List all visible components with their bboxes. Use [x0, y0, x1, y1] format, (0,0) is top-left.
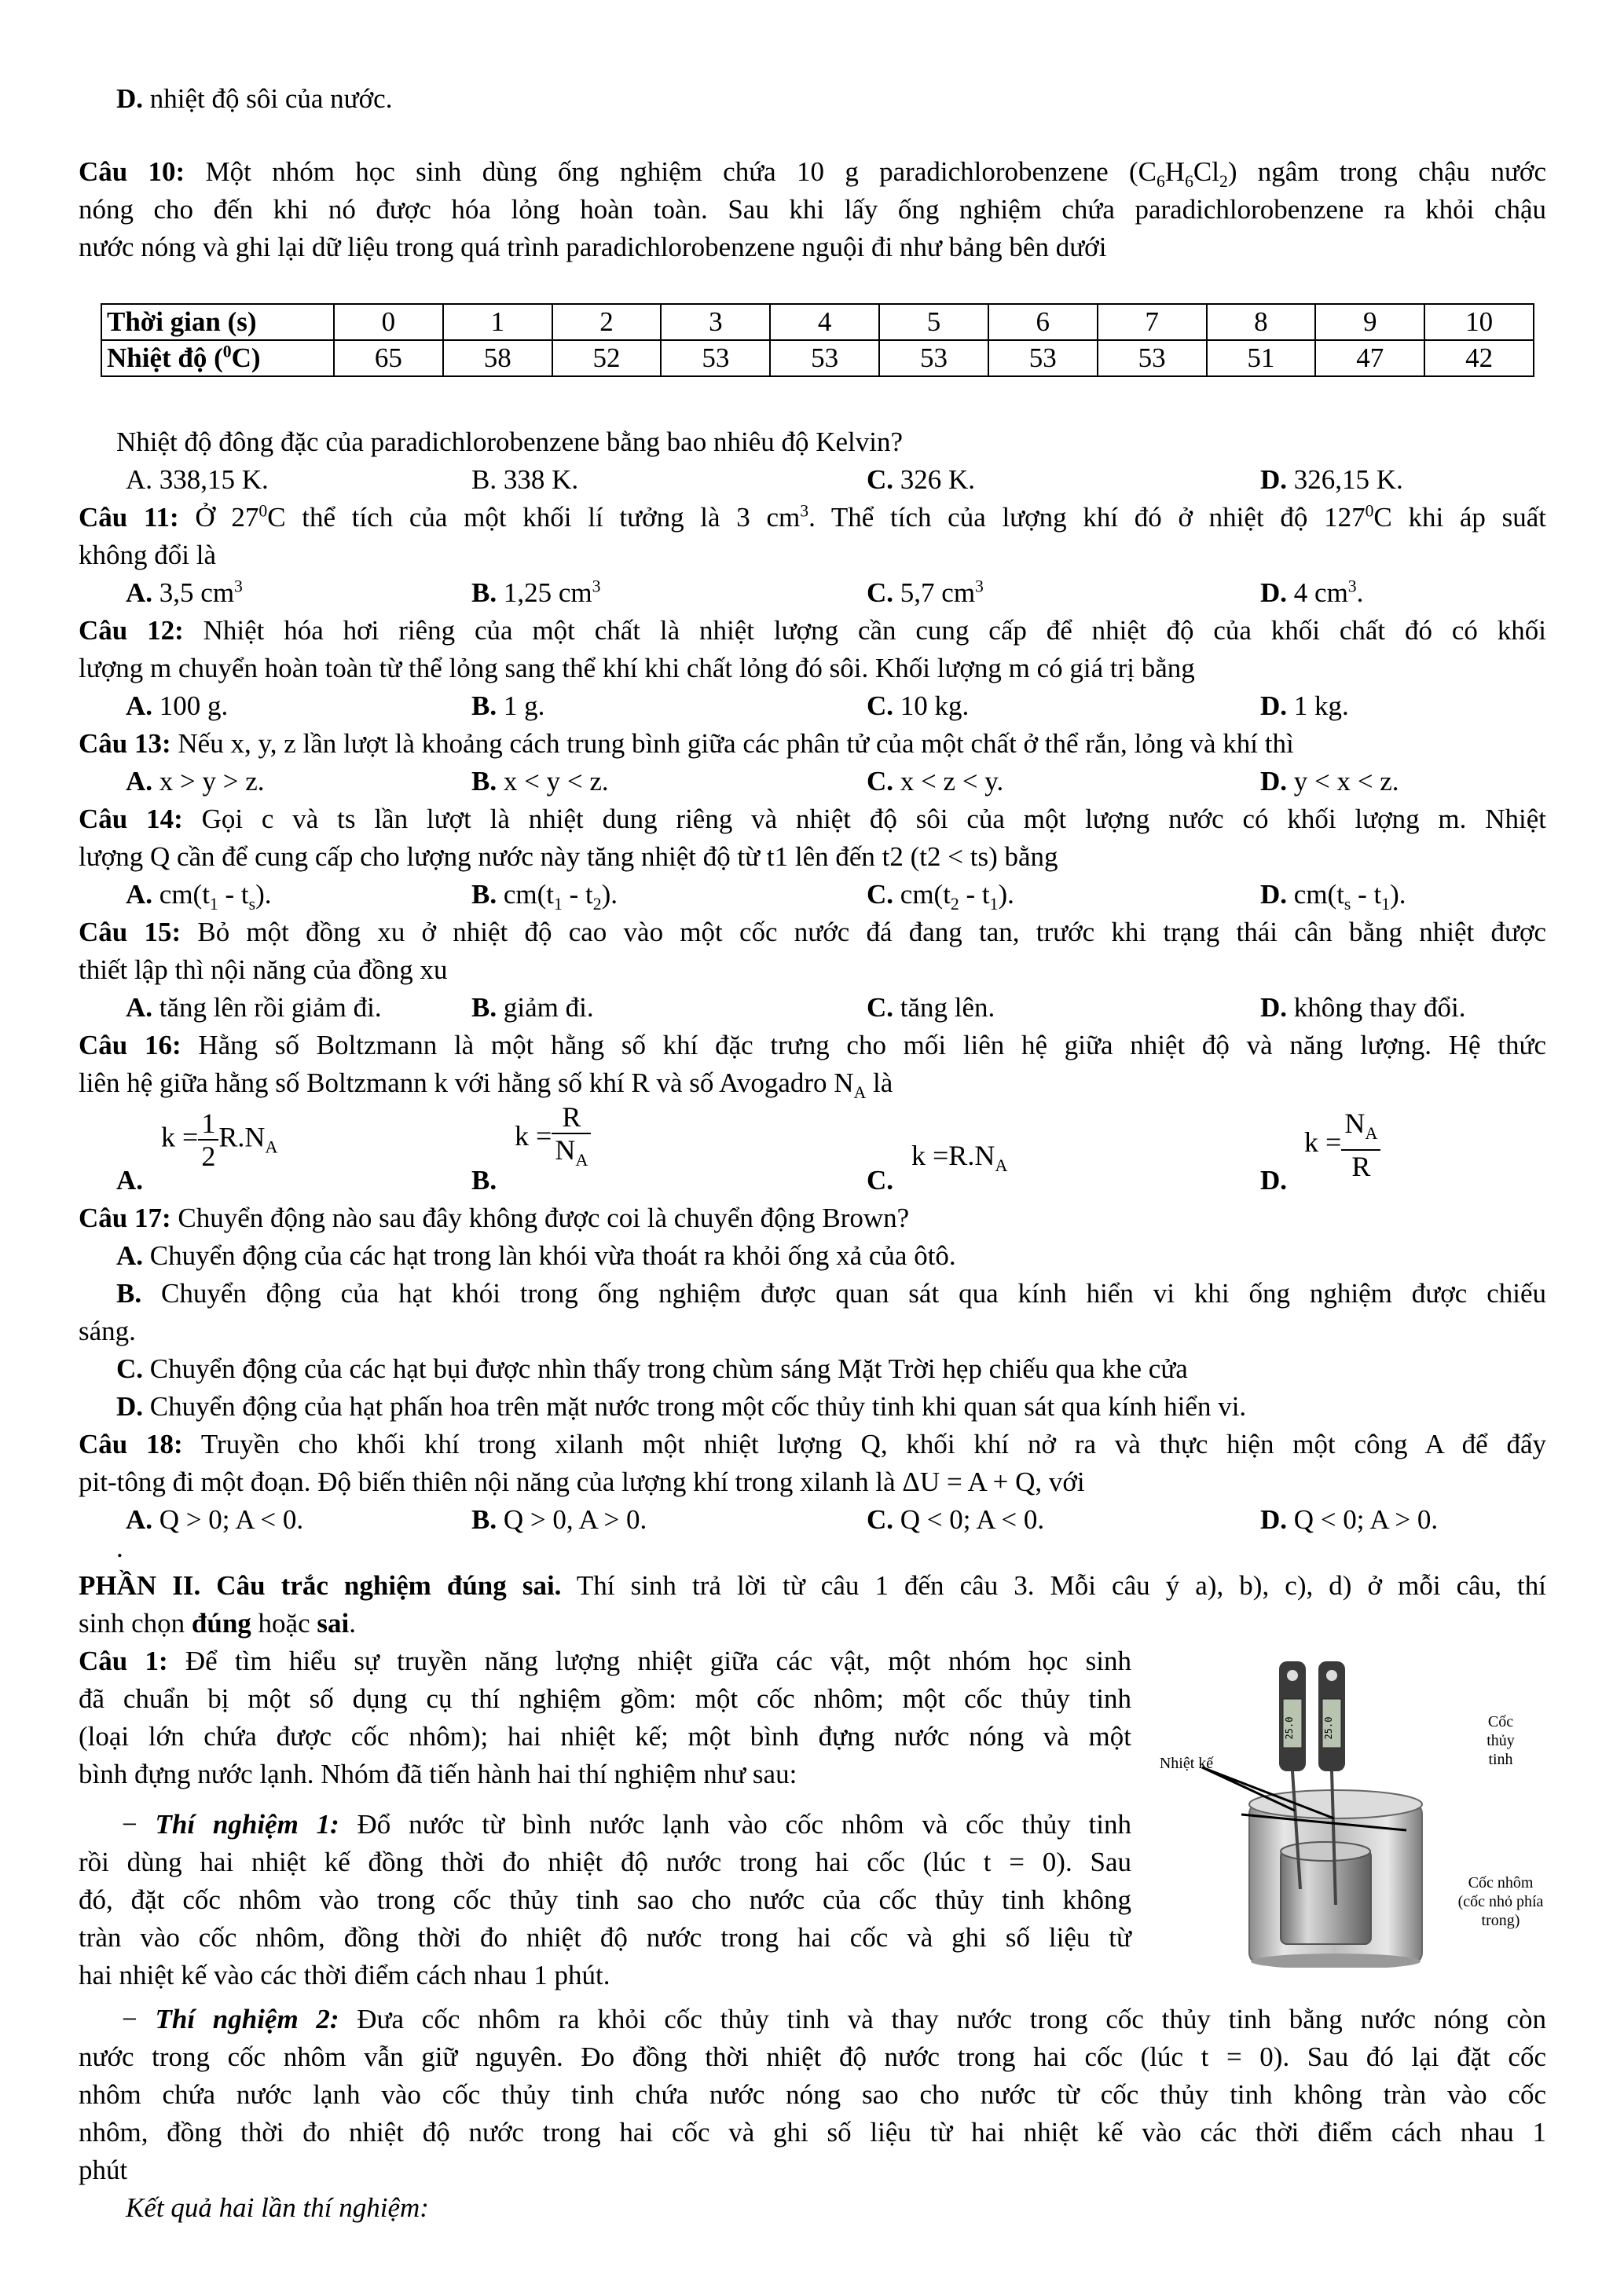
table-cell: 51 — [1207, 340, 1316, 376]
q18-line1: Câu 18: Truyền cho khối khí trong xilanh một nhiệt lượng Q, khối khí nở ra và thực hiện một công A để đẩy — [79, 1429, 1546, 1459]
q17-option-b: B. Chuyển động của hạt khói trong ống nghiệm được quan sát qua kính hiển vi khi ống nghiệm được chiếu — [116, 1278, 1546, 1309]
q15-option-a: A. tăng lên rồi giảm đi. — [126, 992, 382, 1023]
q17-option-b-cont: sáng. — [79, 1316, 136, 1346]
table-cell: 53 — [661, 340, 770, 376]
table-cell: 8 — [1207, 304, 1316, 340]
q12-option-b: B. 1 g. — [471, 690, 545, 721]
q12-option-d: D. 1 kg. — [1260, 690, 1349, 721]
p2q1-line2: đã chuẩn bị một số dụng cụ thí nghiệm gồm: một cốc nhôm; một cốc thủy tinh — [79, 1683, 1131, 1714]
q15-option-d: D. không thay đổi. — [1260, 992, 1466, 1023]
table-cell: 5 — [879, 304, 988, 340]
q13-option-c: C. x < z < y. — [867, 766, 1004, 796]
aluminum-cup — [1281, 1842, 1371, 1944]
part2-line2: sinh chọn đúng hoặc sai. — [79, 1608, 356, 1639]
q14-line2: lượng Q cần để cung cấp cho lượng nước này tăng nhiệt độ từ t1 lên đến t2 (t2 < ts) bằng — [79, 841, 1058, 872]
table-cell: 2 — [552, 304, 662, 340]
q10-question: Nhiệt độ đông đặc của paradichlorobenzene bằng bao nhiêu độ Kelvin? — [116, 427, 904, 457]
q15-line1: Câu 15: Bỏ một đồng xu ở nhiệt độ cao vào một cốc nước đá đang tan, trước khi trạng thái cân bằng nhiệt được — [79, 917, 1546, 947]
q10-line2: nóng cho đến khi nó được hóa lỏng hoàn toàn. Sau khi lấy ống nghiệm chứa paradichlorobenzene ra khỏi chậu — [79, 194, 1546, 225]
p2q1-line3: (loại lớn chứa được cốc nhôm); hai nhiệt kế; một bình đựng nước nóng và một — [79, 1721, 1131, 1752]
q12-line1: Câu 12: Nhiệt hóa hơi riêng của một chất là nhiệt lượng cần cung cấp để nhiệt độ của khối chất đó có khối — [79, 615, 1546, 646]
label-glass-cup: Cốc thủy tinh — [1487, 1713, 1515, 1768]
table-cell: 53 — [770, 340, 879, 376]
label-aluminum-cup: Cốc nhôm (cốc nhỏ phía trong) — [1457, 1874, 1544, 1929]
q18-option-a: A. Q > 0; A < 0. — [126, 1504, 304, 1535]
q14-option-d: D. $cm(t_s - t_1)$. — [1260, 879, 1406, 914]
q18-line2: pit-tông đi một đoạn. Độ biến thiên nội năng của lượng khí trong xilanh là ΔU = A + Q, với — [79, 1467, 1085, 1497]
q15-line2: thiết lập thì nội năng của đồng xu — [79, 954, 448, 985]
table-header-temperature: Nhiệt độ ($^0$C) — [101, 340, 334, 376]
q16-option-a-label: A. — [116, 1165, 144, 1196]
q16-formula-b: k = $\frac{R}{N_A}$ — [515, 1101, 591, 1176]
table-cell: 1 — [443, 304, 552, 340]
experiment2-line1: − Thí nghiệm 2: Đưa cốc nhôm ra khỏi cốc thủy tinh và thay nước trong cốc thủy tinh bằng nước nóng còn — [122, 2004, 1546, 2034]
q16-line1: Câu 16: Hằng số Boltzmann là một hằng số khí đặc trưng cho mối liên hệ giữa nhiệt độ và năng lượng. Hệ thức — [79, 1030, 1546, 1060]
table-cell: 3 — [661, 304, 770, 340]
p2q1-line1: Câu 1: Để tìm hiểu sự truyền năng lượng nhiệt giữa các vật, một nhóm học sinh — [79, 1646, 1132, 1676]
table-cell: 53 — [1098, 340, 1207, 376]
q11-line1: Câu 11: Ở $27^0C$ thể tích của một khối lí tưởng là 3 $cm^3$. Thể tích của lượng khí đó ở nhiệt độ $127^0C$ khi áp suất — [79, 501, 1547, 533]
q11-option-a: A. 3,5 $cm^3$ — [126, 577, 243, 608]
q9-option-d: D. nhiệt độ sôi của nước. — [116, 83, 393, 114]
q13-line1: Câu 13: Nếu x, y, z lần lượt là khoảng cách trung bình giữa các phân tử của một chất ở thể rắn, lỏng và khí thì — [79, 728, 1294, 759]
results-heading: Kết quả hai lần thí nghiệm: — [126, 2192, 429, 2223]
experiment1-line3: đó, đặt cốc nhôm vào trong cốc thủy tinh sao cho nước của cốc thủy tinh không — [79, 1884, 1131, 1915]
q16-formula-a: k = $\frac{1}{2}$ $R.N_A$ — [161, 1108, 278, 1172]
q12-option-a: A. 100 g. — [126, 690, 229, 721]
q12-line2: lượng m chuyển hoàn toàn từ thể lỏng sang thể khí khi chất lỏng đó sôi. Khối lượng m có giá trị bằng — [79, 653, 1195, 683]
q18-option-d: D. Q < 0; A > 0. — [1260, 1504, 1439, 1535]
part2-line1: PHẦN II. Câu trắc nghiệm đúng sai. Thí sinh trả lời từ câu 1 đến câu 3. Mỗi câu ý a), b), c), d) ở mỗi câu, thí — [79, 1570, 1546, 1601]
table-row-time — [101, 304, 1534, 340]
p2q1-line4: bình đựng nước lạnh. Nhóm đã tiến hành hai thí nghiệm như sau: — [79, 1759, 797, 1789]
q16-option-c-label: C. — [867, 1165, 894, 1196]
q16-option-d-label: D. — [1260, 1165, 1288, 1196]
q18-option-b: B. Q > 0, A > 0. — [471, 1504, 647, 1535]
q17-line1: Câu 17: Chuyển động nào sau đây không được coi là chuyển động Brown? — [79, 1203, 910, 1233]
q17-option-d: D. Chuyển động của hạt phấn hoa trên mặt nước trong một cốc thủy tinh khi quan sát qua kính hiển vi. — [116, 1391, 1247, 1422]
q10-option-b: B. 338 K. — [471, 464, 579, 495]
q11-line2: không đổi là — [79, 540, 216, 570]
table-cell: 65 — [334, 340, 443, 376]
table-header-time: Thời gian (s) — [101, 304, 334, 340]
experiment1-line2: rồi dùng hai nhiệt kế đồng thời đo nhiệt độ nước trong hai cốc (lúc t = 0). Sau — [79, 1847, 1131, 1877]
svg-text:25.0: 25.0 — [1284, 1716, 1295, 1740]
experiment1-line1: − Thí nghiệm 1: Đổ nước từ bình nước lạnh vào cốc nhôm và cốc thủy tinh — [122, 1809, 1131, 1840]
q11-option-c: C. 5,7 $cm^3$ — [867, 577, 984, 608]
q16-formula-c: $k =R.N_A$ — [911, 1140, 1008, 1175]
q17-option-a: A. Chuyển động của các hạt trong làn khói vừa thoát ra khỏi ống xả của ôtô. — [116, 1240, 956, 1271]
q15-option-b: B. giảm đi. — [471, 992, 594, 1023]
experiment-figure — [1147, 1653, 1556, 1968]
q11-option-b: B. 1,25 $cm^3$ — [471, 577, 601, 608]
table-cell: 9 — [1315, 304, 1424, 340]
experiment2-line2: nước trong cốc nhôm vẫn giữ nguyên. Đo đồng thời nhiệt độ nước trong hai cốc (lúc t = 0). Sau đó lại đặt cốc — [79, 2041, 1546, 2072]
q15-option-c: C. tăng lên. — [867, 992, 995, 1023]
table-row-temperature — [101, 340, 1534, 376]
q14-option-b: B. $cm(t_1 - t_2)$. — [471, 879, 618, 914]
table-cell: 58 — [443, 340, 552, 376]
experiment1-line4: tràn vào cốc nhôm, đồng thời đo nhiệt độ nước trong hai cốc và ghi số liệu từ — [79, 1922, 1131, 1953]
table-cell: 42 — [1424, 340, 1534, 376]
stray-dot: . — [116, 1532, 123, 1563]
q10-option-a: A. 338,15 K. — [126, 464, 269, 495]
table-cell: 10 — [1424, 304, 1534, 340]
table-cell: 47 — [1315, 340, 1424, 376]
q10-option-d: D. 326,15 K. — [1260, 464, 1403, 495]
q12-option-c: C. 10 kg. — [867, 690, 970, 721]
q10-option-c: C. 326 K. — [867, 464, 976, 495]
q16-line2: liên hệ giữa hằng số Boltzmann k với hằng số khí R và số Avogadro $N_A$ là — [79, 1067, 893, 1102]
table-cell: 53 — [879, 340, 988, 376]
q17-option-c: C. Chuyển động của các hạt bụi được nhìn thấy trong chùm sáng Mặt Trời hẹp chiếu qua khe cửa — [116, 1353, 1188, 1384]
q16-option-b-label: B. — [471, 1165, 497, 1196]
q10-line3: nước nóng và ghi lại dữ liệu trong quá trình paradichlorobenzene nguội đi như bảng bên dưới — [79, 232, 1107, 262]
q10-line1: Câu 10: Một nhóm học sinh dùng ống nghiệm chứa 10 g paradichlorobenzene $(C_6H_6Cl_2)$ ngâm trong chậu nước — [79, 156, 1546, 191]
table-cell: 0 — [334, 304, 443, 340]
q13-option-b: B. x < y < z. — [471, 766, 609, 796]
table-cell: 4 — [770, 304, 879, 340]
table-cell: 6 — [988, 304, 1098, 340]
experiment2-line5: phút — [79, 2155, 128, 2185]
cooling-data-table — [101, 303, 1534, 377]
q11-option-d: D. 4 $cm^3$. — [1260, 577, 1364, 608]
experiment2-line3: nhôm chứa nước lạnh vào cốc thủy tinh chứa nước nóng sao cho nước từ cốc thủy tinh không tràn vào cốc — [79, 2079, 1546, 2110]
q14-line1: Câu 14: Gọi c và ts lần lượt là nhiệt dung riêng và nhiệt độ sôi của một lượng nước có khối lượng m. Nhiệt — [79, 804, 1546, 834]
table-cell: 53 — [988, 340, 1098, 376]
table-cell: 52 — [552, 340, 662, 376]
table-cell: 7 — [1098, 304, 1207, 340]
experiment1-line5: hai nhiệt kế vào các thời điểm cách nhau 1 phút. — [79, 1960, 610, 1990]
q18-option-c: C. Q < 0; A < 0. — [867, 1504, 1045, 1535]
q14-option-c: C. $cm(t_2 - t_1)$. — [867, 879, 1014, 914]
q14-option-a: A. $cm(t_1 - t_s)$. — [126, 879, 272, 914]
q13-option-d: D. y < x < z. — [1260, 766, 1399, 796]
q16-formula-d: k = $\frac{N_A}{R}$ — [1304, 1108, 1380, 1182]
label-thermometer: Nhiệt kế — [1159, 1755, 1214, 1772]
q13-option-a: A. x > y > z. — [126, 766, 265, 796]
svg-text:25.0: 25.0 — [1323, 1716, 1334, 1740]
experiment2-line4: nhôm, đồng thời đo nhiệt độ nước trong hai cốc và ghi số liệu từ hai nhiệt kế vào các thời điểm cách nhau 1 — [79, 2117, 1546, 2148]
